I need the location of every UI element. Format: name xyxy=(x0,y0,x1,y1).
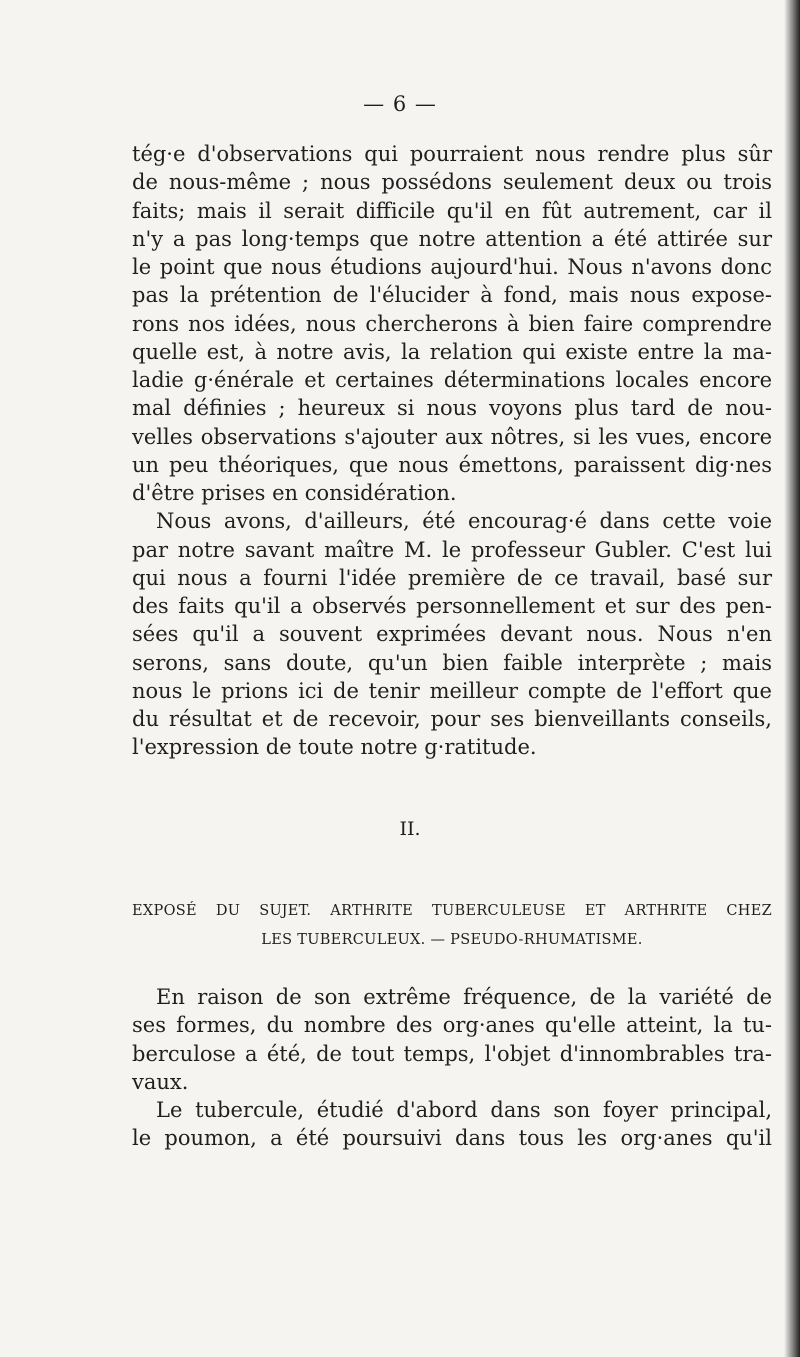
text-line: de nous-même ; nous possédons seulement deux ou trois xyxy=(132,170,772,195)
text-line: nous le prions ici de tenir meilleur compte de l'effort que xyxy=(132,678,772,703)
text-line: par notre savant maître M. le professeur Gubler. C'est lui xyxy=(132,537,772,562)
text-line: des faits qu'il a observés personnellement et sur des pen- xyxy=(132,594,772,618)
text-line: le point que nous étudions aujourd'hui. Nous n'avons donc xyxy=(132,255,772,279)
page-number: — 6 — xyxy=(363,92,437,116)
text-line: Nous avons, d'ailleurs, été encourag·é dans cette voie xyxy=(156,509,772,534)
body-text xyxy=(132,140,772,762)
page-edge-shadow xyxy=(784,0,800,1357)
text-line: Le tubercule, étudié d'abord dans son foyer principal, xyxy=(156,1098,772,1122)
text-line: d'être prises en considération. xyxy=(132,481,457,505)
text-line: rons nos idées, nous chercherons à bien faire comprendre xyxy=(132,311,772,336)
paragraph-4 xyxy=(132,1096,772,1153)
text-line: mal définies ; heureux si nous voyons plus tard de nou- xyxy=(132,396,772,421)
section-heading-line-1: EXPOSÉ DU SUJET. ARTHRITE TUBERCULEUSE ET ARTHRITE CHEZ xyxy=(132,903,772,919)
text-line: En raison de son extrême fréquence, de la variété de xyxy=(156,985,772,1009)
text-line: vaux. xyxy=(132,1069,189,1094)
text-line: ladie g·énérale et certaines déterminations locales encore xyxy=(132,368,772,392)
text-line: l'expression de toute notre g·ratitude. xyxy=(132,735,537,760)
text-line: le poumon, a été poursuivi dans tous les org·anes qu'il xyxy=(132,1126,772,1151)
body-text-section-2 xyxy=(132,983,772,1153)
text-line: n'y a pas long·temps que notre attention a été attirée sur xyxy=(132,226,772,251)
text-line: faits; mais il serait difficile qu'il en fût autrement, car il xyxy=(132,198,772,223)
paragraph-2 xyxy=(132,507,772,761)
text-line: ses formes, du nombre des org·anes qu'elle atteint, la tu- xyxy=(132,1013,772,1038)
text-line: du résultat et de recevoir, pour ses bienveillants conseils, xyxy=(132,707,772,731)
section-heading-line-2: LES TUBERCULEUX. — PSEUDO-RHUMATISME. xyxy=(261,932,643,948)
paragraph-1 xyxy=(132,140,772,507)
text-line: serons, sans doute, qu'un bien faible interprète ; mais xyxy=(132,650,772,675)
text-line: qui nous a fourni l'idée première de ce travail, basé sur xyxy=(132,565,772,590)
text-line: pas la prétention de l'élucider à fond, mais nous expose- xyxy=(132,283,772,308)
text-line: un peu théoriques, que nous émettons, paraissent dig·nes xyxy=(132,452,772,477)
text-line: velles observations s'ajouter aux nôtres, si les vues, encore xyxy=(132,424,772,449)
text-line: tég·e d'observations qui pourraient nous rendre plus sûr xyxy=(132,142,772,166)
text-line: sées qu'il a souvent exprimées devant nous. Nous n'en xyxy=(132,622,772,647)
section-number: II. xyxy=(399,818,421,840)
text-line: quelle est, à notre avis, la relation qui existe entre la ma- xyxy=(132,339,772,364)
paragraph-3 xyxy=(132,983,772,1096)
text-line: berculose a été, de tout temps, l'objet d'innombrables tra- xyxy=(132,1041,772,1066)
